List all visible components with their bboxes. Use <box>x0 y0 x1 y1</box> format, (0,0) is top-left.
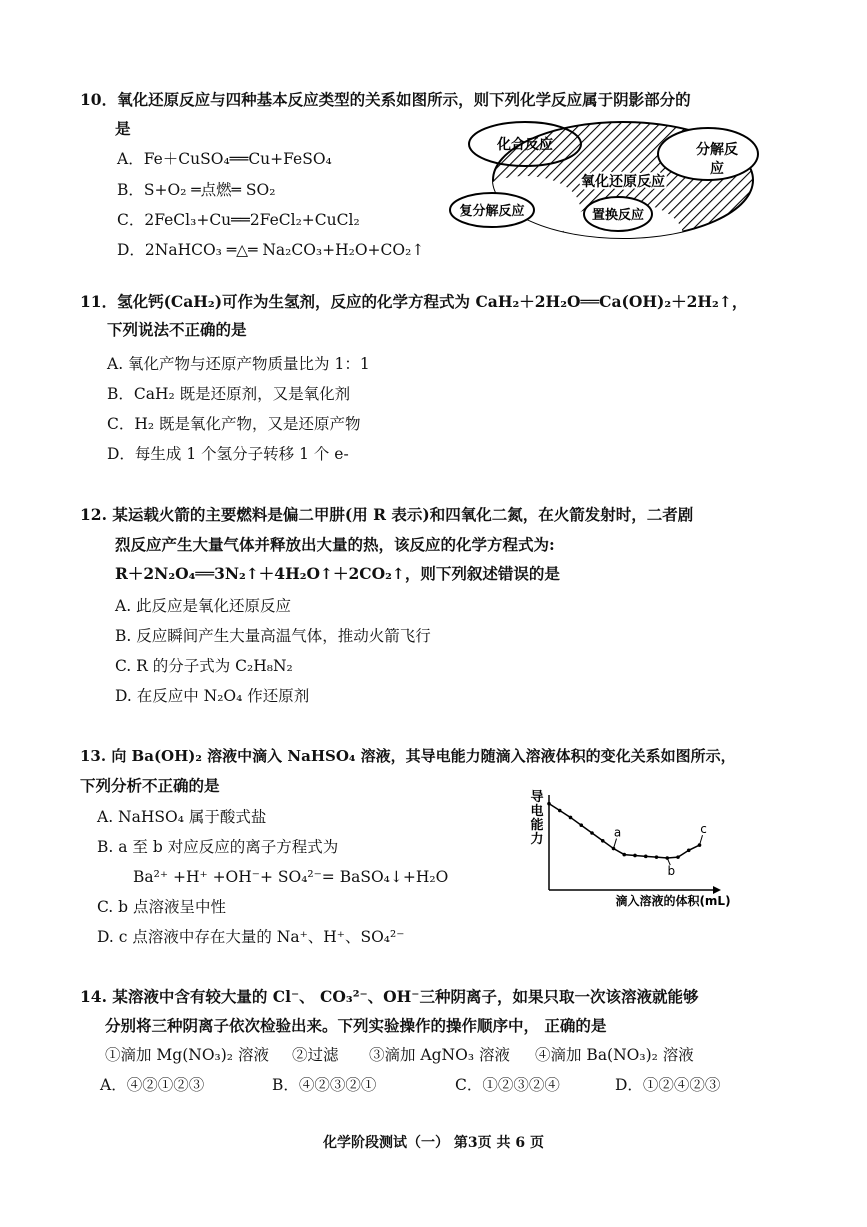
data-point <box>633 854 637 858</box>
data-point <box>579 823 583 827</box>
q14-stem-line1: 14. 某溶液中含有较大量的 Cl⁻、 CO₃²⁻、OH⁻三种阴离子，如果只取一次该溶液就能够 <box>80 987 699 1006</box>
data-point <box>569 816 573 820</box>
q13-option-d: D. c 点溶液中存在大量的 Na⁺、H⁺、SO₄²⁻ <box>97 928 405 946</box>
ylabel-char-2: 电 <box>530 804 544 819</box>
q12-option-a: A. 此反应是氧化还原反应 <box>115 597 292 615</box>
q11-stem-line2: 下列说法不正确的是 <box>107 320 247 339</box>
q12-option-b: B. 反应瞬间产生大量高温气体，推动火箭飞行 <box>115 627 431 645</box>
page-footer: 化学阶段测试（一） 第3页 共 6 页 <box>323 1135 544 1151</box>
label-decomposition-1: 分解反 <box>696 142 738 158</box>
q11-option-a: A. 氧化产物与还原产物质量比为 1：1 <box>107 355 370 373</box>
reaction-type-diagram <box>445 110 765 250</box>
x-axis-label: 滴入溶液的体积(mL) <box>615 894 731 908</box>
q11-option-d: D．每生成 1 个氢分子转移 1 个 e- <box>107 445 349 463</box>
label-displacement: 置换反应 <box>591 208 645 223</box>
ylabel-char-1: 导 <box>530 790 544 805</box>
ylabel-char-3: 能 <box>530 818 544 833</box>
data-point <box>601 839 605 843</box>
q12-option-c: C. R 的分子式为 C₂H₈N₂ <box>115 657 293 675</box>
x-axis-arrow <box>713 886 721 894</box>
q13-equation: Ba²⁺ +H⁺ +OH⁻+ SO₄²⁻= BaSO₄↓+H₂O <box>133 868 449 886</box>
q12-stem-line3: R＋2N₂O₄══3N₂↑＋4H₂O↑＋2CO₂↑，则下列叙述错误的是 <box>115 564 560 583</box>
conductivity-chart <box>525 785 765 910</box>
q12-stem-line1: 12. 某运载火箭的主要燃料是偏二甲肼(用 R 表示)和四氧化二氮，在火箭发射时，二者剧 <box>80 505 694 524</box>
q10-option-c: C．2FeCl₃+Cu══2FeCl₂+CuCl₂ <box>117 211 360 229</box>
q10-option-a: A．Fe＋CuSO₄══Cu+FeSO₄ <box>117 150 332 168</box>
data-point <box>590 831 594 835</box>
q14-step-3: ③滴加 AgNO₃ 溶液 <box>369 1046 510 1064</box>
q11-option-b: B．CaH₂ 既是还原剂，又是氧化剂 <box>107 385 351 403</box>
q14-step-2: ②过滤 <box>292 1046 339 1064</box>
q10-stem-line2: 是 <box>115 119 131 138</box>
annotation-tick-c <box>700 835 703 845</box>
q13-stem-line1: 13. 向 Ba(OH)₂ 溶液中滴入 NaHSO₄ 溶液，其导电能力随滴入溶液体积的变化关系如图所示， <box>80 747 736 765</box>
q10-stem-line1: 10．氧化还原反应与四种基本反应类型的关系如图所示，则下列化学反应属于阴影部分的 <box>80 90 691 109</box>
q14-step-1: ①滴加 Mg(NO₃)₂ 溶液 <box>105 1046 269 1064</box>
q14-choice-b: B．④②③②① <box>272 1076 377 1094</box>
q11-option-c: C．H₂ 既是氧化产物，又是还原产物 <box>107 415 361 433</box>
q14-stem-line2: 分别将三种阴离子依次检验出来。下列实验操作的操作顺序中， 正确的是 <box>105 1016 607 1035</box>
annotation-label-b: b <box>667 864 676 879</box>
q13-option-c: C. b 点溶液呈中性 <box>97 898 227 916</box>
conductivity-line <box>549 804 700 858</box>
data-point <box>558 809 562 813</box>
q10-option-b: B．S+O₂ ═点燃═ SO₂ <box>117 181 276 199</box>
label-double-displacement: 复分解反应 <box>459 204 525 219</box>
ylabel-char-4: 力 <box>530 832 544 847</box>
data-point <box>644 855 648 859</box>
annotation-label-c: c <box>700 822 707 837</box>
q14-choice-c: C．①②③②④ <box>455 1076 560 1094</box>
q12-option-d: D. 在反应中 N₂O₄ 作还原剂 <box>115 687 310 705</box>
q12-stem-line2: 烈反应产生大量气体并释放出大量的热，该反应的化学方程式为: <box>115 535 555 554</box>
annotation-tick-a <box>614 839 617 849</box>
data-point <box>622 853 626 857</box>
annotation-label-a: a <box>613 825 622 840</box>
data-point <box>655 855 659 859</box>
label-decomposition-2: 应 <box>710 161 724 177</box>
q14-step-4: ④滴加 Ba(NO₃)₂ 溶液 <box>535 1046 694 1064</box>
q13-stem-line2: 下列分析不正确的是 <box>80 776 220 795</box>
q14-choice-d: D．①②④②③ <box>615 1076 721 1094</box>
label-combination: 化合反应 <box>497 137 553 153</box>
data-point <box>676 855 680 859</box>
q13-option-b: B. a 至 b 对应反应的离子方程式为 <box>97 838 339 856</box>
data-point <box>547 802 551 806</box>
label-redox: 氧化还原反应 <box>581 174 665 190</box>
q13-option-a: A. NaHSO₄ 属于酸式盐 <box>97 808 267 826</box>
data-point <box>687 848 691 852</box>
q11-stem-line1: 11．氢化钙(CaH₂)可作为生氢剂，反应的化学方程式为 CaH₂＋2H₂O══Ca(OH)₂＋2H₂↑， <box>80 292 748 311</box>
q10-option-d: D．2NaHCO₃ ═△═ Na₂CO₃+H₂O+CO₂↑ <box>117 241 425 259</box>
q14-choice-a: A．④②①②③ <box>100 1076 205 1094</box>
